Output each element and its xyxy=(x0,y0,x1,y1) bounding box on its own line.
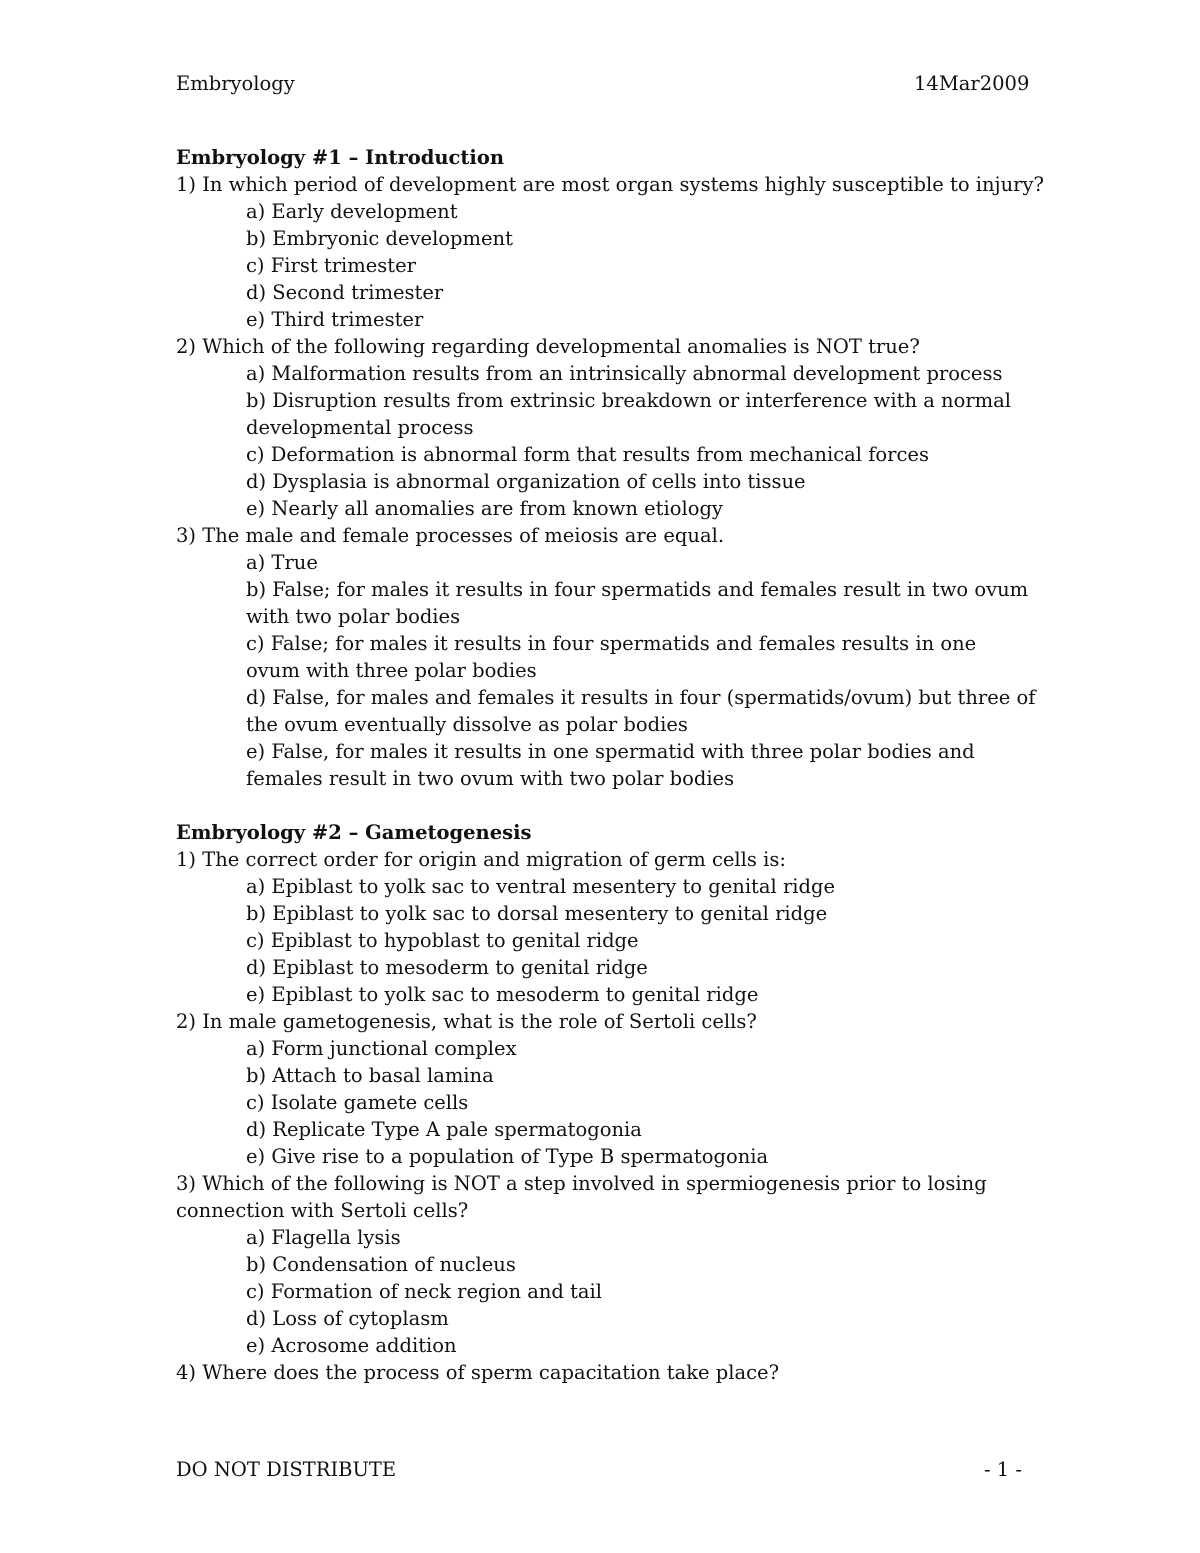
answer-option: d) Loss of cytoplasm xyxy=(246,1307,449,1330)
answer-option: b) Attach to basal lamina xyxy=(246,1064,494,1087)
answer-option: a) Flagella lysis xyxy=(246,1226,401,1249)
answer-option: d) Dysplasia is abnormal organization of cells into tissue xyxy=(246,470,806,493)
answer-option: c) Deformation is abnormal form that results from mechanical forces xyxy=(246,443,929,466)
answer-option: c) False; for males it results in four spermatids and females results in one ovum with three polar bodies xyxy=(246,632,977,682)
answer-option: b) Condensation of nucleus xyxy=(246,1253,516,1276)
answer-option: e) Acrosome addition xyxy=(246,1334,457,1357)
answer-option: d) False, for males and females it results in four (spermatids/ovum) but three of the ovum eventually dissolve as polar bodies xyxy=(246,686,1036,736)
document-body xyxy=(176,144,1044,1386)
answer-option: a) Form junctional complex xyxy=(246,1037,517,1060)
header-date: 14Mar2009 xyxy=(914,72,1030,95)
question-text: 2) Which of the following regarding developmental anomalies is NOT true? xyxy=(176,335,920,358)
question-text: 3) Which of the following is NOT a step involved in spermiogenesis prior to losing connection with Sertoli cells? xyxy=(176,1172,987,1222)
answer-option: d) Second trimester xyxy=(246,281,444,304)
answer-option: a) Malformation results from an intrinsically abnormal development process xyxy=(246,362,1003,385)
answer-option: c) Isolate gamete cells xyxy=(246,1091,469,1114)
answer-option: a) True xyxy=(246,551,318,574)
answer-option: a) Epiblast to yolk sac to ventral mesentery to genital ridge xyxy=(246,875,836,898)
answer-option: c) Formation of neck region and tail xyxy=(246,1280,603,1303)
question-text: 1) In which period of development are most organ systems highly susceptible to injury? xyxy=(176,173,1044,196)
answer-option: e) Third trimester xyxy=(246,308,424,331)
answer-option: b) Epiblast to yolk sac to dorsal mesentery to genital ridge xyxy=(246,902,828,925)
page-number: - 1 - xyxy=(984,1458,1022,1481)
section-heading: Embryology #1 – Introduction xyxy=(176,146,505,169)
answer-option: a) Early development xyxy=(246,200,458,223)
answer-option: e) Nearly all anomalies are from known etiology xyxy=(246,497,723,520)
answer-option: e) Epiblast to yolk sac to mesoderm to genital ridge xyxy=(246,983,759,1006)
answer-option: e) Give rise to a population of Type B spermatogonia xyxy=(246,1145,769,1168)
answer-option: c) First trimester xyxy=(246,254,416,277)
answer-option: b) False; for males it results in four spermatids and females result in two ovum with two polar bodies xyxy=(246,578,1029,628)
question-text: 4) Where does the process of sperm capacitation take place? xyxy=(176,1361,780,1384)
question-text: 3) The male and female processes of meiosis are equal. xyxy=(176,524,725,547)
answer-option: c) Epiblast to hypoblast to genital ridge xyxy=(246,929,639,952)
answer-option: d) Replicate Type A pale spermatogonia xyxy=(246,1118,642,1141)
header-title: Embryology xyxy=(176,72,295,95)
footer-notice: DO NOT DISTRIBUTE xyxy=(176,1458,397,1481)
answer-option: b) Disruption results from extrinsic breakdown or interference with a normal developmental process xyxy=(246,389,1011,439)
question-text: 1) The correct order for origin and migration of germ cells is: xyxy=(176,848,786,871)
answer-option: d) Epiblast to mesoderm to genital ridge xyxy=(246,956,648,979)
answer-option: b) Embryonic development xyxy=(246,227,513,250)
answer-option: e) False, for males it results in one spermatid with three polar bodies and females result in two ovum with two polar bodies xyxy=(246,740,975,790)
section-spacer xyxy=(176,792,1036,819)
section-heading: Embryology #2 – Gametogenesis xyxy=(176,821,532,844)
question-text: 2) In male gametogenesis, what is the role of Sertoli cells? xyxy=(176,1010,757,1033)
